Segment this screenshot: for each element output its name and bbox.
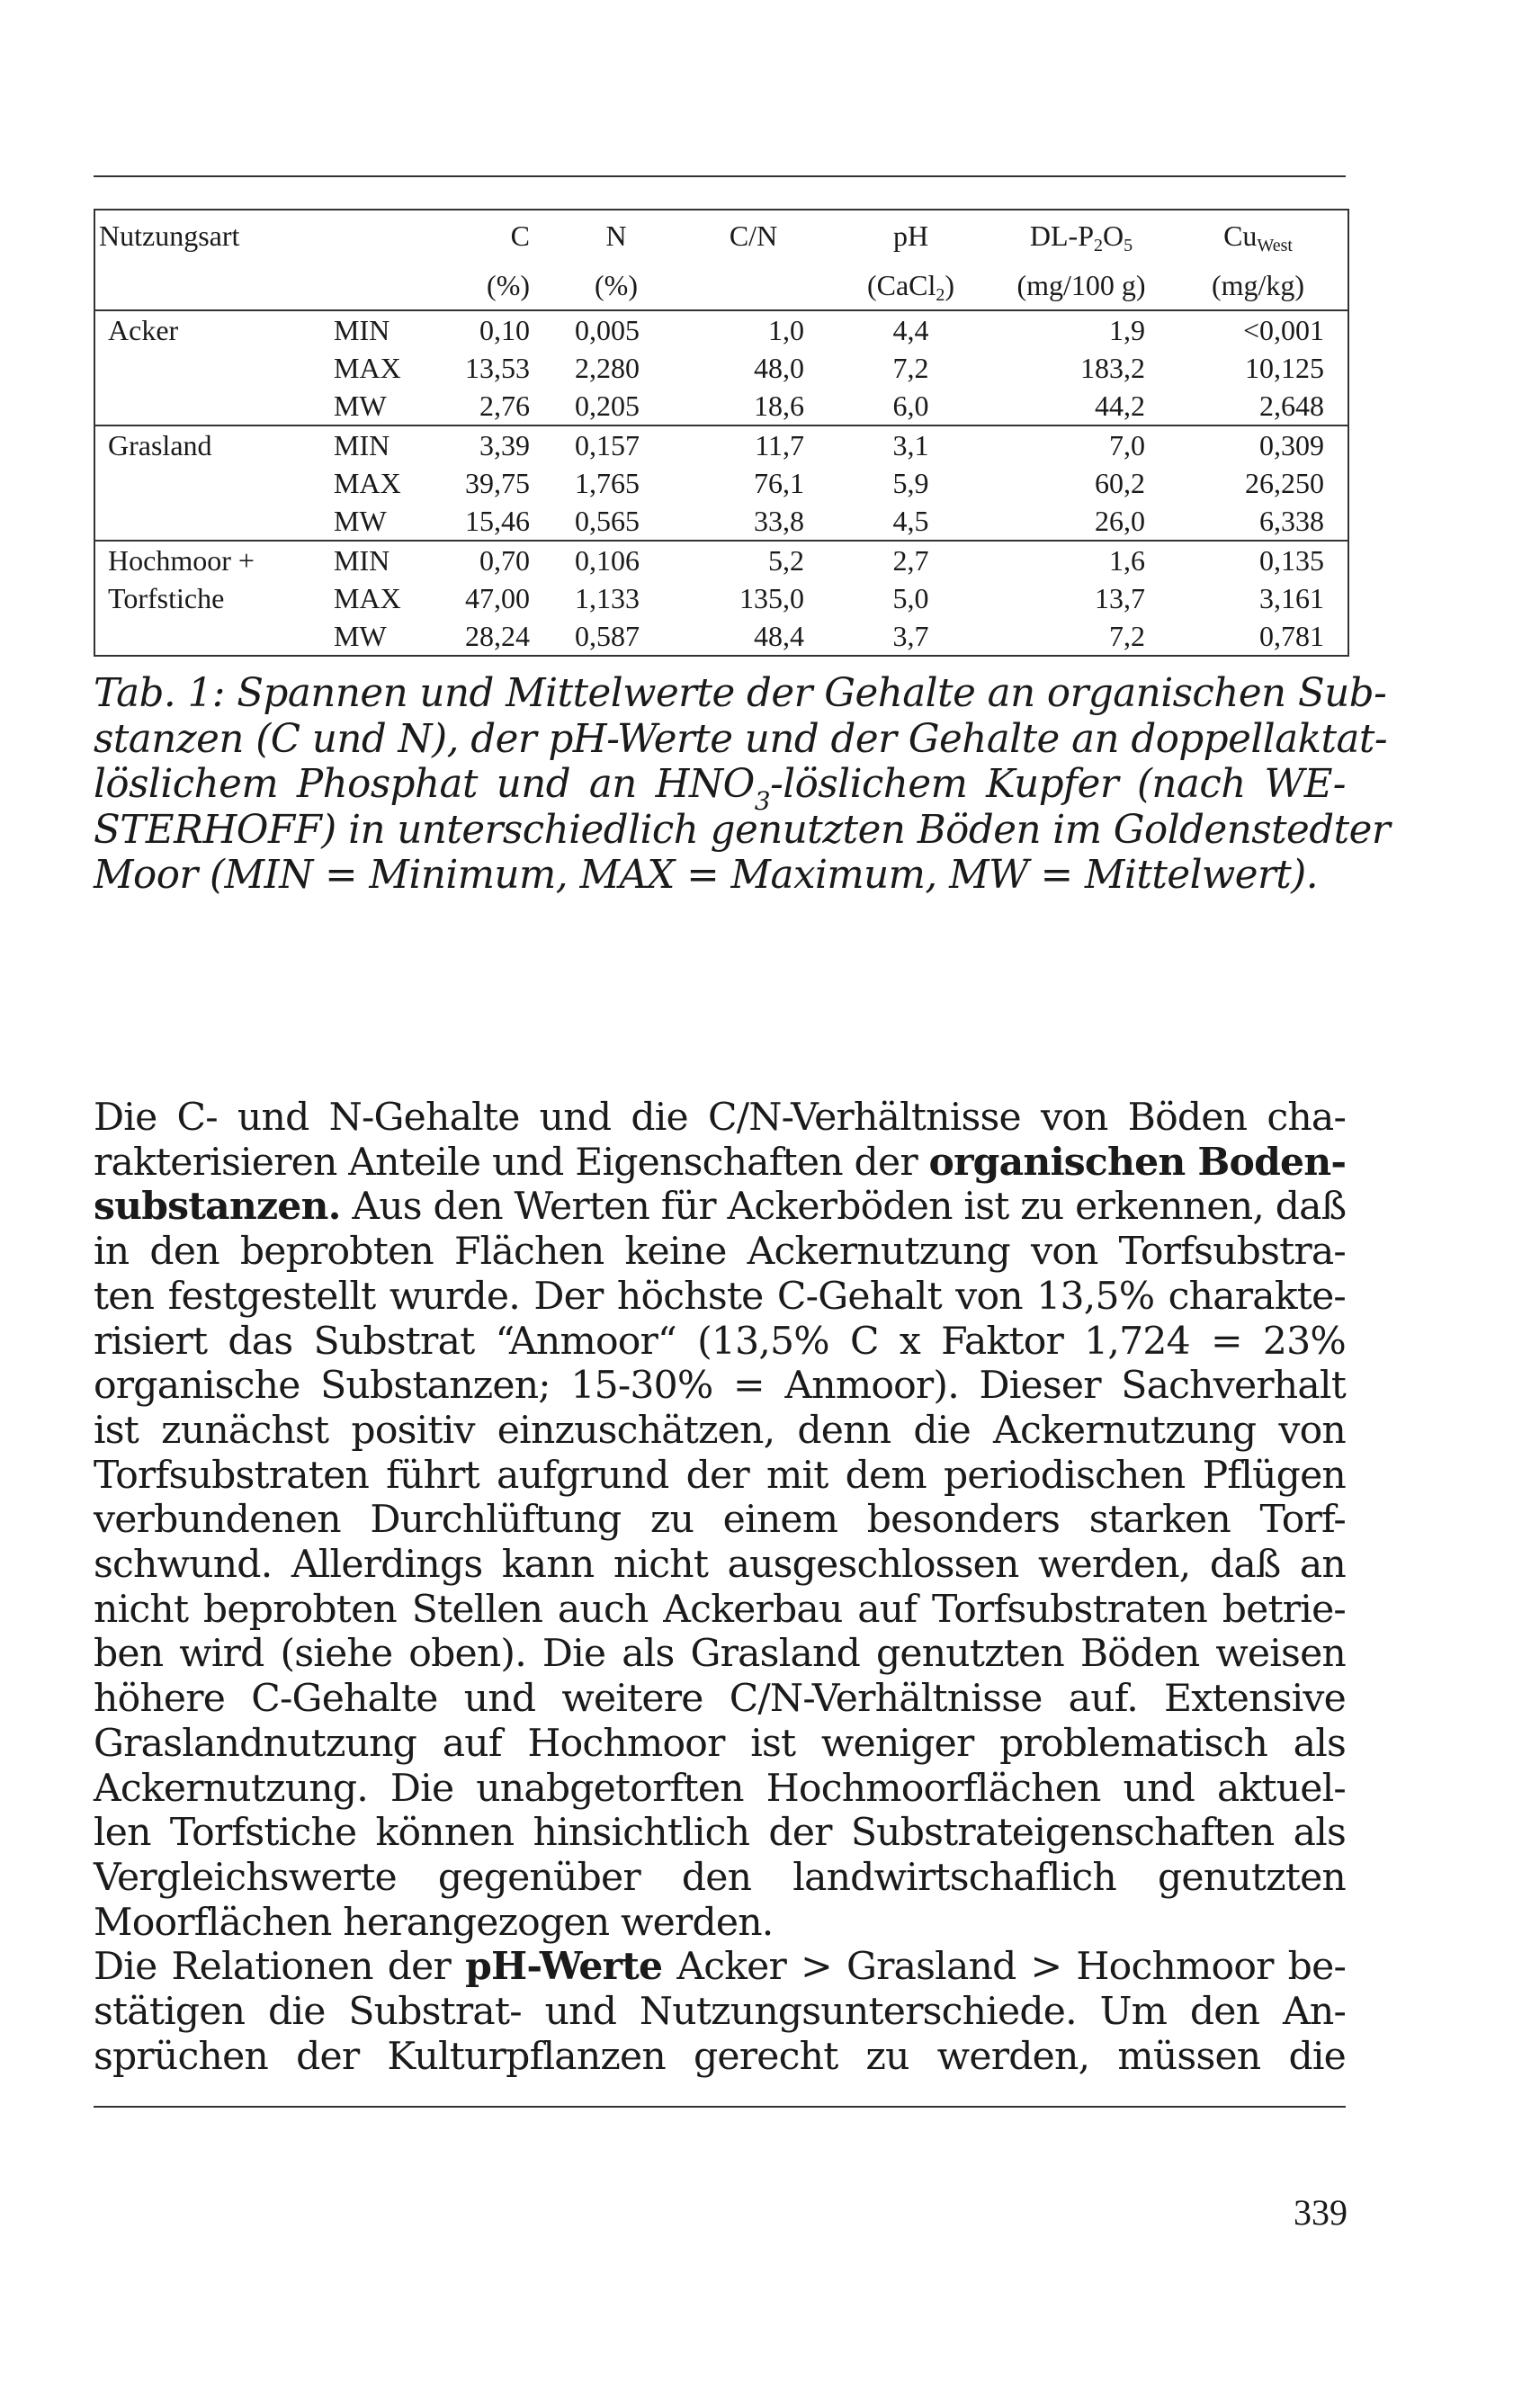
body-text-run: ten festgestellt wurde. Der höchste C-Gehalt von 13,5% charakte- [94,1274,1346,1319]
bottom-rule [94,2106,1346,2108]
cell-dl-p2o5: 44,2 [994,387,1168,425]
body-text-run: Moorflächen herangezogen werden. [94,1900,774,1945]
cell-cu-west: 10,125 [1168,349,1348,387]
cell-cn: 33,8 [679,502,828,541]
body-line [94,1141,1346,1186]
cell-dl-p2o5: 7,0 [1109,429,1145,461]
body-text-run: verbundenen Durchlüftung zu einem besonders starken Torf- [94,1498,1346,1543]
body-text-run: rakterisieren Anteile und Eigenschaften der [94,1140,929,1185]
body-line [94,1096,1346,1141]
cell-cn: 48,4 [679,617,828,656]
body-text-run: organische Substanzen; 15-30% = Anmoor). Dieser Sachverhalt [94,1364,1346,1409]
body-line [94,1588,1346,1633]
header-cu-west: CuWest [1168,210,1348,261]
cell-cn: 76,1 [754,467,804,499]
table-caption [94,671,1391,899]
body-text-run: Vergleichswerte gegenüber den landwirtschaflich genutzten [94,1855,1346,1900]
cell-ph: 7,2 [892,352,929,384]
body-line [94,1632,1346,1677]
cell-cn: 135,0 [739,582,804,614]
group-name [94,502,301,541]
top-rule [94,175,1346,177]
table-header-row [94,210,1348,261]
body-line [94,1856,1346,1901]
cell-n: 0,205 [553,387,679,425]
cell-n: 1,133 [575,582,640,614]
cell-n: 0,565 [553,502,679,541]
cell-cu-west: 6,338 [1168,502,1348,541]
stat-label: MAX [334,467,401,499]
group-name [94,617,301,656]
body-text-run: Graslandnutzung auf Hochmoor ist weniger problematisch als [94,1721,1346,1766]
cell-ph: 3,1 [892,429,929,461]
header-dl-p2o5 [994,210,1168,261]
table-row [94,541,1348,579]
caption-line: Moor (MIN = Minimum, MAX = Maximum, MW = Mittelwert). [94,853,1319,898]
cell-dl-p2o5: 1,9 [1109,314,1145,346]
body-text-run: sprüchen der Kulturpflanzen gerecht zu werden, müssen die [94,2034,1346,2079]
group-name [94,349,301,387]
cell-cu-west: 0,135 [1168,541,1348,579]
cell-dl-p2o5: 13,7 [1095,582,1145,614]
cell-c: 47,00 [465,582,530,614]
body-line [94,1945,1346,1990]
header-n: N [553,210,679,261]
body-line [94,1454,1346,1499]
unit-n: (%) [553,261,679,310]
cell-ph: 3,7 [828,617,994,656]
body-line [94,1901,1346,1946]
cell-n: 0,106 [575,544,640,577]
cell-cu-west: 26,250 [1168,464,1348,502]
body-text-run: stätigen die Substrat- und Nutzungsunterschiede. Um den An- [94,1990,1346,2035]
stat-label: MAX [334,582,401,614]
cell-dl-p2o5: 26,0 [994,502,1168,541]
cell-ph: 5,9 [892,467,929,499]
header-cn: C/N [679,210,828,261]
body-text-run: Ackernutzung. Die unabgetorften Hochmoorflächen und aktuel- [94,1766,1346,1811]
body-text-run: höhere C-Gehalte und weitere C/N-Verhältnisse auf. Extensive [94,1677,1346,1722]
unit-ph: (CaCl2) [828,261,994,310]
header-dl-p2o5-text: DL-P2O5 [1029,219,1133,255]
body-text-run: Die Relationen der [94,1945,466,1990]
table-row [94,425,1348,464]
page-number: 339 [1294,2192,1348,2233]
cell-c: 0,10 [479,314,530,346]
cell-cu-west: <0,001 [1168,310,1348,349]
stat-label: MAX [334,352,401,384]
header-nutzungsart: Nutzungsart [94,210,301,261]
body-text-run: len Torfstiche können hinsichtlich der Substrateigenschaften als [94,1811,1346,1856]
cell-cu-west: 3,161 [1168,579,1348,617]
cell-c: 39,75 [465,467,530,499]
body-text-run: Torfsubstraten führt aufgrund der mit dem periodischen Pflügen [94,1453,1346,1498]
body-text-run: schwund. Allerdings kann nicht ausgeschlossen werden, daß an [94,1543,1346,1588]
table-unit-row [94,261,1348,310]
header-c: C [409,210,553,261]
header-stat [301,210,409,261]
body-line [94,1722,1346,1767]
group-name: Acker [94,310,301,349]
body-line [94,1230,1346,1275]
cell-n: 1,765 [575,467,640,499]
cell-n: 0,005 [575,314,640,346]
unit-c: (%) [409,261,553,310]
cell-c: 0,70 [479,544,530,577]
caption-line: Tab. 1: Spannen und Mittelwerte der Gehalte an organischen Sub- [94,671,1387,716]
table-row [94,464,1348,502]
cell-cu-west: 0,309 [1168,425,1348,464]
group-name: Hochmoor + [94,541,301,579]
cell-cn: 1,0 [768,314,804,346]
table-row [94,310,1348,349]
body-text-run: Die C- und N-Gehalte und die C/N-Verhältnisse von Böden cha- [94,1096,1346,1140]
cell-cu-west: 2,648 [1168,387,1348,425]
stat-label: MIN [334,314,390,346]
cell-c: 13,53 [465,352,530,384]
stat-label: MIN [334,429,390,461]
table-row [94,617,1348,656]
cell-c: 15,46 [409,502,553,541]
body-text-run: risiert das Substrat “Anmoor“ (13,5% C x Faktor 1,724 = 23% [94,1319,1346,1364]
body-line [94,1677,1346,1722]
bold-term: pH-Werte [465,1944,663,1990]
table-row [94,349,1348,387]
cell-dl-p2o5: 1,6 [1109,544,1145,577]
table-row [94,387,1348,425]
data-table [94,209,1349,657]
body-text-run: ben wird (siehe oben). Die als Grasland genutzten Böden weisen [94,1632,1346,1677]
caption-line: STERHOFF) in unterschiedlich genutzten Böden im Goldenstedter [94,807,1391,853]
body-line [94,1320,1346,1365]
cell-cn: 48,0 [754,352,804,384]
cell-c: 2,76 [409,387,553,425]
body-text-run: nicht beprobten Stellen auch Ackerbau auf Torfsubstraten betrie- [94,1587,1346,1632]
stat-label: MW [301,617,409,656]
body-line [94,1811,1346,1856]
cell-ph: 2,7 [892,544,929,577]
cell-ph: 5,0 [892,582,929,614]
body-line [94,1185,1346,1230]
caption-line: stanzen (C und N), der pH-Werte und der Gehalte an doppellaktat- [94,716,1388,762]
cell-c: 28,24 [409,617,553,656]
body-line [94,1364,1346,1409]
body-line [94,2035,1346,2080]
cell-c: 3,39 [479,429,530,461]
body-text-run: in den beprobten Flächen keine Ackernutzung von Torfsubstra- [94,1230,1346,1275]
body-line [94,1543,1346,1588]
cell-cn: 18,6 [679,387,828,425]
body-text-run: Aus den Werten für Ackerböden ist zu erkennen, daß [340,1185,1347,1230]
body-line [94,1275,1346,1320]
cell-n: 0,157 [575,429,640,461]
cell-dl-p2o5: 183,2 [1080,352,1145,384]
body-line [94,1498,1346,1543]
table-row [94,502,1348,541]
cell-cn: 11,7 [755,429,804,461]
cell-cn: 5,2 [768,544,804,577]
unit-cu-west: (mg/kg) [1168,261,1348,310]
bold-term: organischen Boden- [928,1139,1347,1185]
body-line [94,1409,1346,1454]
group-name: Grasland [94,425,301,464]
cell-dl-p2o5: 7,2 [994,617,1168,656]
body-line [94,1990,1346,2035]
table-row [94,579,1348,617]
body-text-run: ist zunächst positiv einzuschätzen, denn die Ackernutzung von [94,1408,1346,1453]
body-line [94,1767,1346,1812]
stat-label: MW [301,502,409,541]
caption-line: löslichem Phosphat und an $HNO_3$-löslichem Kupfer (nach WE- [94,762,1346,816]
header-ph: pH [828,210,994,261]
cell-ph: 4,5 [828,502,994,541]
unit-dl-p2o5: (mg/100 g) [994,261,1168,310]
group-name: Torfstiche [94,579,301,617]
cell-cu-west: 0,781 [1168,617,1348,656]
group-name [94,387,301,425]
cell-ph: 6,0 [828,387,994,425]
body-text-run: Acker > Grasland > Hochmoor be- [662,1945,1346,1990]
cell-n: 2,280 [575,352,640,384]
bold-term: substanzen. [94,1184,341,1230]
group-name [94,464,301,502]
stat-label: MIN [334,544,390,577]
cell-n: 0,587 [553,617,679,656]
body-text [94,1096,1346,2079]
cell-ph: 4,4 [892,314,929,346]
cell-dl-p2o5: 60,2 [1095,467,1145,499]
stat-label: MW [301,387,409,425]
